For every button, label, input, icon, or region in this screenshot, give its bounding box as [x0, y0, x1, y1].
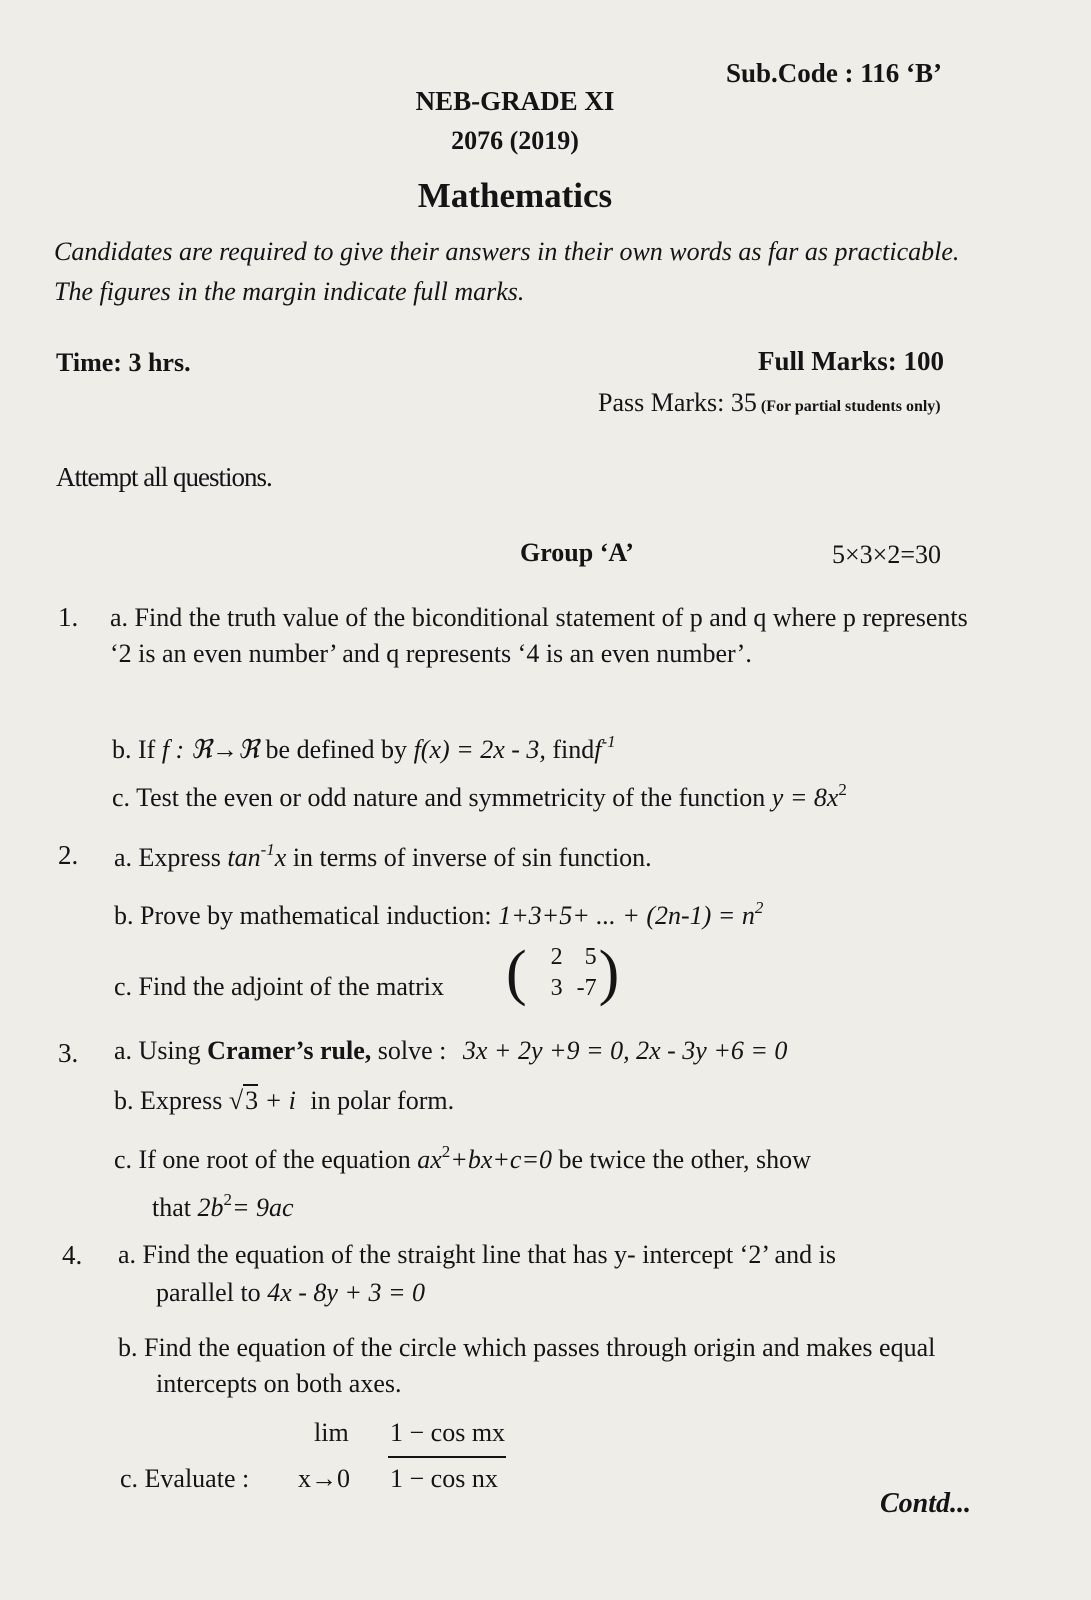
- question-3a-mid: solve :: [377, 1036, 447, 1065]
- sqrt-symbol: √3: [228, 1086, 259, 1115]
- question-3b-imaginary: + i: [264, 1086, 296, 1115]
- question-1b-mapping: f : ℜ→ℜ: [161, 735, 260, 764]
- question-4a-line1: a. Find the equation of the straight line that has y- intercept ‘2’ and is: [118, 1240, 836, 1269]
- question-1c-prefix: c. Test the even or odd nature and symmetricity of the function: [112, 783, 766, 812]
- limit-approach: x→0: [298, 1464, 350, 1493]
- question-3b-suffix: in polar form.: [310, 1086, 455, 1115]
- question-1a-text: a. Find the truth value of the biconditional statement of p and q where p represents ‘2 is an even number’ and q represents ‘4 is an even number’.: [110, 603, 968, 668]
- question-number-1: 1.: [58, 602, 79, 632]
- question-2a-sup: -1: [260, 840, 275, 859]
- question-3c-result-rhs: = 9ac: [232, 1193, 294, 1222]
- question-3c-equation-rest: +bx+c=0: [450, 1145, 552, 1174]
- question-1c-exponent: 2: [838, 780, 847, 799]
- question-4a-prefix: parallel to: [156, 1278, 261, 1307]
- matrix-grid: [529, 944, 597, 1002]
- question-1c-function: y = 8x: [771, 783, 839, 812]
- group-title: Group ‘A’: [520, 538, 634, 567]
- continued-label: Contd...: [880, 1488, 972, 1519]
- time-allowed: Time: 3 hrs.: [56, 348, 191, 377]
- question-1a: [110, 600, 980, 672]
- question-4c-prefix: c. Evaluate :: [120, 1464, 250, 1493]
- question-1b-function: f(x) = 2x - 3,: [413, 735, 546, 764]
- question-2a-tan: tan: [227, 843, 261, 872]
- limit-numerator: 1 − cos mx: [390, 1418, 506, 1447]
- exam-year: 2076 (2019): [451, 126, 579, 155]
- question-2b-exponent: 2: [754, 898, 764, 917]
- question-2a-x: x: [274, 843, 287, 872]
- question-3a-equations: 3x + 2y +9 = 0, 2x - 3y +6 = 0: [462, 1036, 788, 1065]
- question-3c-suffix: be twice the other, show: [558, 1145, 811, 1174]
- board-title: NEB-GRADE XI: [415, 86, 615, 116]
- question-4b: b. Find the equation of the circle which passes through origin and makes equal intercepts on both axes.: [118, 1333, 936, 1398]
- question-2a: [114, 840, 652, 873]
- question-4a-equation: 4x - 8y + 3 = 0: [267, 1278, 426, 1307]
- question-3a-method: Cramer’s rule,: [207, 1036, 372, 1065]
- fraction-bar: [388, 1456, 506, 1458]
- limit-denominator: 1 − cos nx: [390, 1464, 498, 1493]
- question-2b-expression: 1+3+5+ ... + (2n-1) = n: [498, 901, 755, 930]
- full-marks: Full Marks: 100: [758, 346, 944, 376]
- question-1b-find: find: [552, 735, 595, 764]
- subject-code: Sub.Code : 116 ‘B’: [726, 58, 943, 88]
- matrix-cell: -7: [576, 975, 597, 1001]
- question-1b-inverse: f: [594, 735, 602, 764]
- question-3c-exponent: 2: [441, 1142, 451, 1161]
- question-2a-prefix: a. Express: [114, 843, 221, 872]
- instructions: Candidates are required to give their answers in their own words as far as practicable. The figures in the margin indicate full marks.: [54, 237, 960, 306]
- question-3c-result-exponent: 2: [223, 1190, 232, 1209]
- question-2c: c. Find the adjoint of the matrix: [114, 972, 444, 1001]
- question-2b: [114, 898, 763, 931]
- question-number-2: 2.: [58, 840, 79, 870]
- question-3b-radicand: 3: [245, 1086, 259, 1115]
- question-number-3: 3.: [58, 1038, 79, 1068]
- question-3b: [114, 1084, 454, 1116]
- pass-marks-line: [598, 388, 941, 418]
- pass-marks-note: (For partial students only): [760, 398, 941, 415]
- attempt-instruction: Attempt all questions.: [56, 462, 272, 492]
- matrix-cell: 5: [584, 944, 597, 970]
- question-number-4: 4.: [62, 1240, 83, 1270]
- question-1b-prefix: b. If: [112, 735, 156, 764]
- pass-marks: Pass Marks: 35: [598, 388, 757, 417]
- question-3a-prefix: a. Using: [114, 1036, 201, 1065]
- limit-word: lim: [314, 1418, 349, 1447]
- matrix-right-paren: ): [598, 939, 620, 1007]
- question-3c-that: that: [152, 1193, 191, 1222]
- question-3c-prefix: c. If one root of the equation: [114, 1145, 411, 1174]
- question-1c: [112, 780, 847, 813]
- matrix-cell: 2: [550, 944, 563, 970]
- question-3c-equation: ax: [417, 1145, 442, 1174]
- subject-title: Mathematics: [417, 176, 613, 215]
- question-2b-prefix: b. Prove by mathematical induction:: [114, 901, 492, 930]
- question-3c-result-lhs: 2b: [197, 1193, 224, 1222]
- question-4a-line2: [156, 1278, 425, 1308]
- question-3c: [114, 1142, 811, 1175]
- matrix-2x2: [506, 939, 620, 1007]
- question-3b-prefix: b. Express: [114, 1086, 223, 1115]
- question-3a: [114, 1036, 787, 1066]
- question-1b: [112, 732, 616, 765]
- matrix-left-paren: (: [506, 939, 527, 1007]
- question-2a-suffix: in terms of inverse of sin function.: [292, 843, 652, 872]
- question-3c-result: [152, 1190, 294, 1223]
- question-1b-mid: be defined by: [265, 735, 408, 764]
- question-1b-inverse-sup: -1: [601, 732, 616, 751]
- group-marks: 5×3×2=30: [832, 540, 941, 569]
- matrix-cell: 3: [550, 975, 563, 1001]
